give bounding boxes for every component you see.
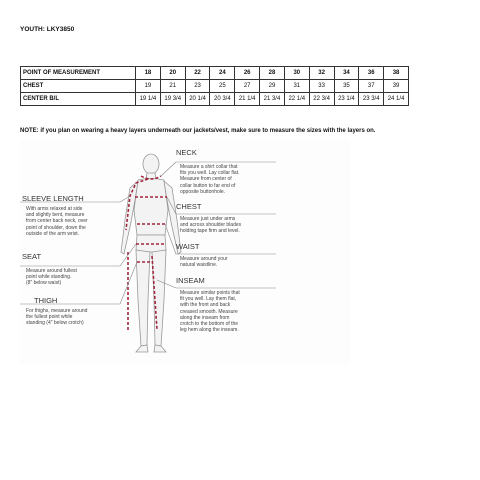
- size-header: 38: [384, 67, 409, 80]
- size-header: 36: [359, 67, 384, 80]
- table-cell: 22 1/4: [284, 93, 309, 106]
- table-header-row: [21, 67, 409, 80]
- table-cell: 25: [210, 80, 235, 93]
- row-label: CHEST: [21, 80, 136, 93]
- table-row: [21, 93, 409, 106]
- table-cell: 19: [136, 80, 161, 93]
- table-cell: 20 3/4: [210, 93, 235, 106]
- sleeve-length-title: SLEEVE LENGTH: [22, 194, 84, 203]
- inseam-description: Measure similar points that fit you well. Lay them flat, with the front and back creased smooth. Measure along the inseam from crotch to the bottom of the leg hem along the inseam.: [180, 290, 240, 334]
- table-cell: 29: [260, 80, 285, 93]
- chest-description: Measure just under arms and across shoulder blades holding tape firm and level.: [180, 216, 242, 235]
- table-cell: 33: [309, 80, 334, 93]
- size-header: 32: [309, 67, 334, 80]
- size-header: 34: [334, 67, 359, 80]
- neck-description: Measure a shirt collar that fits you well. Lay collar flat. Measure from center of collar button to far end of opposite buttonhole.: [180, 164, 240, 195]
- thigh-description: For thighs, measure around the fullest point while standing (4" below crotch): [26, 308, 88, 327]
- size-header: 22: [185, 67, 210, 80]
- sleeve-length-description: With arms relaxed at side and slightly bent, measure from center back neck, over point of shoulder, down the outside of the arm wrist.: [26, 206, 88, 237]
- size-chart-table: [20, 66, 409, 106]
- layering-note: NOTE: if you plan on wearing a heavy layers underneath our jackets/vest, make sure to measure the sizes with the layers on.: [20, 128, 376, 134]
- table-cell: 20 1/4: [185, 93, 210, 106]
- table-cell: 39: [384, 80, 409, 93]
- waist-description: Measure around your natural waistline.: [180, 256, 228, 269]
- page-title: YOUTH: LKY3850: [20, 26, 75, 33]
- size-header: 20: [160, 67, 185, 80]
- inseam-title: INSEAM: [176, 276, 205, 285]
- seat-description: Measure around fullest point while standing. (8" below waist): [26, 268, 77, 287]
- chest-title: CHEST: [176, 202, 202, 211]
- table-cell: 23 3/4: [359, 93, 384, 106]
- row-label: CENTER B/L: [21, 93, 136, 106]
- table-cell: 22 3/4: [309, 93, 334, 106]
- table-cell: 23: [185, 80, 210, 93]
- table-row: [21, 80, 409, 93]
- size-header: 28: [260, 67, 285, 80]
- table-cell: 21 3/4: [260, 93, 285, 106]
- table-cell: 31: [284, 80, 309, 93]
- table-cell: 19 3/4: [160, 93, 185, 106]
- table-cell: 27: [235, 80, 260, 93]
- measurement-guide: [20, 140, 350, 365]
- table-cell: 21 1/4: [235, 93, 260, 106]
- size-header: 18: [136, 67, 161, 80]
- seat-title: SEAT: [22, 252, 42, 261]
- table-cell: 37: [359, 80, 384, 93]
- size-header: 30: [284, 67, 309, 80]
- header-label: POINT OF MEASUREMENT: [21, 67, 136, 80]
- size-header: 24: [210, 67, 235, 80]
- thigh-title: THIGH: [34, 296, 58, 305]
- table-cell: 23 1/4: [334, 93, 359, 106]
- table-cell: 21: [160, 80, 185, 93]
- table-cell: 19 1/4: [136, 93, 161, 106]
- table-cell: 35: [334, 80, 359, 93]
- size-header: 26: [235, 67, 260, 80]
- waist-title: WAIST: [176, 242, 200, 251]
- neck-title: NECK: [176, 148, 197, 157]
- table-cell: 24 1/4: [384, 93, 409, 106]
